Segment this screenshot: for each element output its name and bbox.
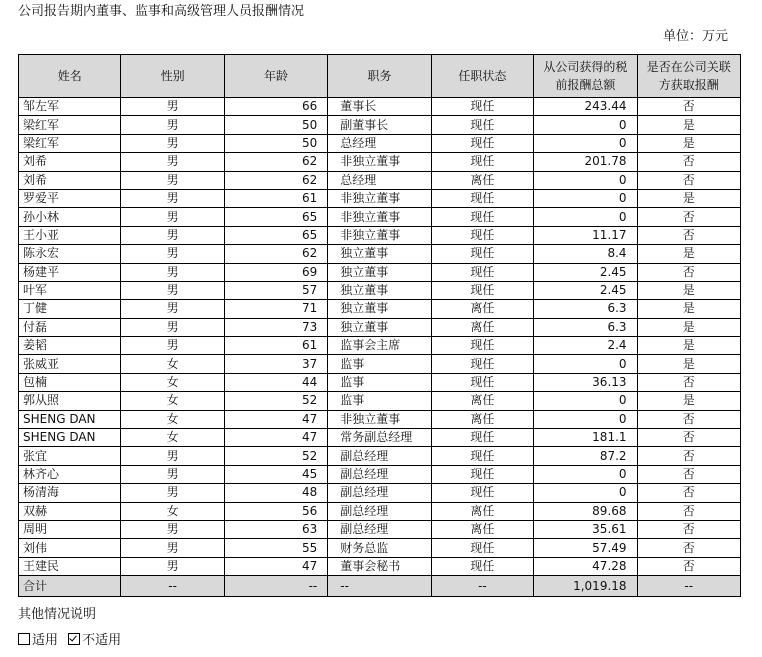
table-row [19, 226, 741, 244]
age-cell: 57 [224, 281, 327, 299]
name-cell: 杨清海 [19, 484, 121, 502]
gender-cell: 女 [121, 410, 224, 428]
age-cell: 73 [224, 318, 327, 336]
pay-cell: 0 [534, 116, 637, 134]
age-cell: -- [224, 576, 327, 597]
table-row [19, 429, 741, 447]
name-cell: 陈永宏 [19, 245, 121, 263]
pay-cell: 8.4 [534, 245, 637, 263]
age-cell: 69 [224, 263, 327, 281]
age-cell: 48 [224, 484, 327, 502]
table-row [19, 484, 741, 502]
position-cell: 独立董事 [328, 318, 431, 336]
section-title: 公司报告期内董事、监事和高级管理人员报酬情况 [18, 4, 305, 19]
pay-cell: 0 [534, 410, 637, 428]
age-cell: 62 [224, 245, 327, 263]
pay-cell: 0 [534, 189, 637, 207]
status-cell: 现任 [431, 116, 533, 134]
name-cell: 梁红军 [19, 116, 121, 134]
related-party-cell: 是 [637, 281, 740, 299]
table-row [19, 281, 741, 299]
name-cell: 刘希 [19, 153, 121, 171]
header-gender: 性别 [121, 55, 224, 98]
position-cell: 非独立董事 [328, 153, 431, 171]
pay-cell: 0 [534, 484, 637, 502]
name-cell: 邹左军 [19, 98, 121, 116]
related-party-cell: 否 [637, 208, 740, 226]
position-cell: 非独立董事 [328, 226, 431, 244]
pay-cell: 243.44 [534, 98, 637, 116]
age-cell: 50 [224, 134, 327, 152]
name-cell: 付磊 [19, 318, 121, 336]
status-cell: 现任 [431, 98, 533, 116]
status-cell: 现任 [431, 189, 533, 207]
name-cell: 梁红军 [19, 134, 121, 152]
total-row [19, 576, 741, 597]
table-row [19, 171, 741, 189]
checkbox-unchecked-icon[interactable] [18, 633, 30, 645]
name-cell: SHENG DAN [19, 429, 121, 447]
pay-cell: 47.28 [534, 557, 637, 575]
name-cell: 张威亚 [19, 355, 121, 373]
name-cell: 王建民 [19, 557, 121, 575]
age-cell: 37 [224, 355, 327, 373]
related-party-cell: 否 [637, 171, 740, 189]
gender-cell: 男 [121, 300, 224, 318]
table-row [19, 300, 741, 318]
name-cell: 张宜 [19, 447, 121, 465]
table-header-row [19, 55, 741, 98]
position-cell: 独立董事 [328, 281, 431, 299]
name-cell: 孙小林 [19, 208, 121, 226]
gender-cell: 男 [121, 557, 224, 575]
table-row [19, 263, 741, 281]
position-cell: 总经理 [328, 134, 431, 152]
pay-cell: 0 [534, 392, 637, 410]
gender-cell: 女 [121, 392, 224, 410]
gender-cell: 男 [121, 153, 224, 171]
header-pay: 从公司获得的税前报酬总额 [534, 55, 637, 98]
table-row [19, 337, 741, 355]
related-party-cell: 否 [637, 484, 740, 502]
status-cell: 离任 [431, 520, 533, 538]
position-cell: 独立董事 [328, 300, 431, 318]
pay-cell: 1,019.18 [534, 576, 637, 597]
status-cell: -- [431, 576, 533, 597]
pay-cell: 2.45 [534, 263, 637, 281]
option-not-applicable[interactable] [68, 632, 121, 650]
gender-cell: 男 [121, 226, 224, 244]
position-cell: 总经理 [328, 171, 431, 189]
age-cell: 61 [224, 337, 327, 355]
position-cell: 副总经理 [328, 484, 431, 502]
other-info-heading: 其他情况说明 [18, 607, 97, 622]
name-cell: 合计 [19, 576, 121, 597]
position-cell: 非独立董事 [328, 189, 431, 207]
status-cell: 现任 [431, 447, 533, 465]
pay-cell: 2.45 [534, 281, 637, 299]
gender-cell: 女 [121, 429, 224, 447]
status-cell: 离任 [431, 171, 533, 189]
name-cell: 刘希 [19, 171, 121, 189]
age-cell: 65 [224, 208, 327, 226]
pay-cell: 0 [534, 355, 637, 373]
related-party-cell: -- [637, 576, 740, 597]
gender-cell: 男 [121, 245, 224, 263]
age-cell: 44 [224, 373, 327, 391]
table-row [19, 134, 741, 152]
related-party-cell: 否 [637, 153, 740, 171]
status-cell: 现任 [431, 134, 533, 152]
gender-cell: 男 [121, 208, 224, 226]
unit-label: 单位：万元 [662, 29, 728, 44]
age-cell: 61 [224, 189, 327, 207]
name-cell: 叶军 [19, 281, 121, 299]
status-cell: 现任 [431, 484, 533, 502]
age-cell: 47 [224, 429, 327, 447]
pay-cell: 0 [534, 208, 637, 226]
table-row [19, 465, 741, 483]
position-cell: 监事会主席 [328, 337, 431, 355]
gender-cell: 男 [121, 520, 224, 538]
name-cell: 双赫 [19, 502, 121, 520]
status-cell: 现任 [431, 465, 533, 483]
table-row [19, 447, 741, 465]
status-cell: 现任 [431, 557, 533, 575]
name-cell: 杨建平 [19, 263, 121, 281]
pay-cell: 6.3 [534, 300, 637, 318]
gender-cell: 女 [121, 373, 224, 391]
pay-cell: 35.61 [534, 520, 637, 538]
name-cell: 林齐心 [19, 465, 121, 483]
table-row [19, 557, 741, 575]
related-party-cell: 否 [637, 502, 740, 520]
gender-cell: 男 [121, 116, 224, 134]
pay-cell: 201.78 [534, 153, 637, 171]
gender-cell: 男 [121, 447, 224, 465]
age-cell: 66 [224, 98, 327, 116]
table-body [19, 98, 741, 597]
name-cell: 姜韬 [19, 337, 121, 355]
table-row [19, 502, 741, 520]
position-cell: 非独立董事 [328, 208, 431, 226]
table-row [19, 189, 741, 207]
position-cell: 董事会秘书 [328, 557, 431, 575]
position-cell: 董事长 [328, 98, 431, 116]
status-cell: 现任 [431, 429, 533, 447]
age-cell: 50 [224, 116, 327, 134]
related-party-cell: 是 [637, 318, 740, 336]
position-cell: 副总经理 [328, 502, 431, 520]
gender-cell: 男 [121, 484, 224, 502]
gender-cell: 男 [121, 263, 224, 281]
position-cell: 副总经理 [328, 447, 431, 465]
table-row [19, 520, 741, 538]
related-party-cell: 是 [637, 355, 740, 373]
related-party-cell: 否 [637, 429, 740, 447]
table-row [19, 318, 741, 336]
status-cell: 离任 [431, 300, 533, 318]
header-related-party: 是否在公司关联方获取报酬 [637, 55, 740, 98]
position-cell: 独立董事 [328, 263, 431, 281]
header-status: 任职状态 [431, 55, 533, 98]
name-cell: 刘伟 [19, 539, 121, 557]
gender-cell: 男 [121, 539, 224, 557]
table-row [19, 355, 741, 373]
status-cell: 现任 [431, 226, 533, 244]
gender-cell: 男 [121, 318, 224, 336]
status-cell: 现任 [431, 355, 533, 373]
status-cell: 现任 [431, 245, 533, 263]
name-cell: 包楠 [19, 373, 121, 391]
name-cell: 王小亚 [19, 226, 121, 244]
age-cell: 47 [224, 410, 327, 428]
table-row [19, 98, 741, 116]
position-cell: 副总经理 [328, 465, 431, 483]
gender-cell: 女 [121, 502, 224, 520]
gender-cell: 男 [121, 171, 224, 189]
name-cell: 周明 [19, 520, 121, 538]
pay-cell: 6.3 [534, 318, 637, 336]
table-row [19, 208, 741, 226]
related-party-cell: 否 [637, 410, 740, 428]
name-cell: 丁健 [19, 300, 121, 318]
related-party-cell: 否 [637, 465, 740, 483]
age-cell: 71 [224, 300, 327, 318]
applicability-options [18, 632, 127, 650]
status-cell: 离任 [431, 502, 533, 520]
related-party-cell: 是 [637, 337, 740, 355]
table-row [19, 373, 741, 391]
status-cell: 离任 [431, 392, 533, 410]
table-row [19, 116, 741, 134]
age-cell: 52 [224, 447, 327, 465]
option-label: 不适用 [82, 633, 122, 648]
pay-cell: 36.13 [534, 373, 637, 391]
related-party-cell: 是 [637, 116, 740, 134]
status-cell: 现任 [431, 208, 533, 226]
position-cell: 非独立董事 [328, 410, 431, 428]
related-party-cell: 否 [637, 226, 740, 244]
gender-cell: 男 [121, 189, 224, 207]
status-cell: 离任 [431, 410, 533, 428]
age-cell: 62 [224, 171, 327, 189]
pay-cell: 0 [534, 171, 637, 189]
pay-cell: 2.4 [534, 337, 637, 355]
name-cell: 罗爱平 [19, 189, 121, 207]
status-cell: 现任 [431, 337, 533, 355]
age-cell: 55 [224, 539, 327, 557]
age-cell: 52 [224, 392, 327, 410]
position-cell: 独立董事 [328, 245, 431, 263]
status-cell: 现任 [431, 539, 533, 557]
age-cell: 65 [224, 226, 327, 244]
status-cell: 现任 [431, 281, 533, 299]
pay-cell: 87.2 [534, 447, 637, 465]
related-party-cell: 是 [637, 300, 740, 318]
table-row [19, 245, 741, 263]
gender-cell: 男 [121, 465, 224, 483]
table-row [19, 539, 741, 557]
gender-cell: 男 [121, 134, 224, 152]
position-cell: -- [328, 576, 431, 597]
age-cell: 63 [224, 520, 327, 538]
header-age: 年龄 [224, 55, 327, 98]
position-cell: 副总经理 [328, 520, 431, 538]
gender-cell: 男 [121, 281, 224, 299]
status-cell: 离任 [431, 318, 533, 336]
header-position: 职务 [328, 55, 431, 98]
table-row [19, 392, 741, 410]
gender-cell: 女 [121, 355, 224, 373]
gender-cell: -- [121, 576, 224, 597]
age-cell: 45 [224, 465, 327, 483]
gender-cell: 男 [121, 337, 224, 355]
compensation-table [18, 54, 741, 597]
option-label: 适用 [32, 633, 59, 648]
related-party-cell: 否 [637, 373, 740, 391]
related-party-cell: 是 [637, 392, 740, 410]
position-cell: 监事 [328, 373, 431, 391]
position-cell: 副董事长 [328, 116, 431, 134]
age-cell: 56 [224, 502, 327, 520]
pay-cell: 181.1 [534, 429, 637, 447]
age-cell: 62 [224, 153, 327, 171]
position-cell: 常务副总经理 [328, 429, 431, 447]
related-party-cell: 是 [637, 134, 740, 152]
position-cell: 财务总监 [328, 539, 431, 557]
related-party-cell: 否 [637, 98, 740, 116]
related-party-cell: 否 [637, 539, 740, 557]
position-cell: 监事 [328, 355, 431, 373]
table-row [19, 410, 741, 428]
related-party-cell: 否 [637, 447, 740, 465]
pay-cell: 11.17 [534, 226, 637, 244]
related-party-cell: 是 [637, 245, 740, 263]
position-cell: 监事 [328, 392, 431, 410]
related-party-cell: 是 [637, 189, 740, 207]
name-cell: SHENG DAN [19, 410, 121, 428]
pay-cell: 0 [534, 465, 637, 483]
header-name: 姓名 [19, 55, 121, 98]
status-cell: 现任 [431, 263, 533, 281]
checkbox-checked-icon[interactable] [68, 633, 80, 645]
table-row [19, 153, 741, 171]
pay-cell: 89.68 [534, 502, 637, 520]
age-cell: 47 [224, 557, 327, 575]
pay-cell: 0 [534, 134, 637, 152]
related-party-cell: 否 [637, 520, 740, 538]
option-applicable[interactable] [18, 632, 58, 650]
pay-cell: 57.49 [534, 539, 637, 557]
status-cell: 现任 [431, 153, 533, 171]
gender-cell: 男 [121, 98, 224, 116]
related-party-cell: 否 [637, 557, 740, 575]
related-party-cell: 否 [637, 263, 740, 281]
status-cell: 现任 [431, 373, 533, 391]
name-cell: 郭从照 [19, 392, 121, 410]
